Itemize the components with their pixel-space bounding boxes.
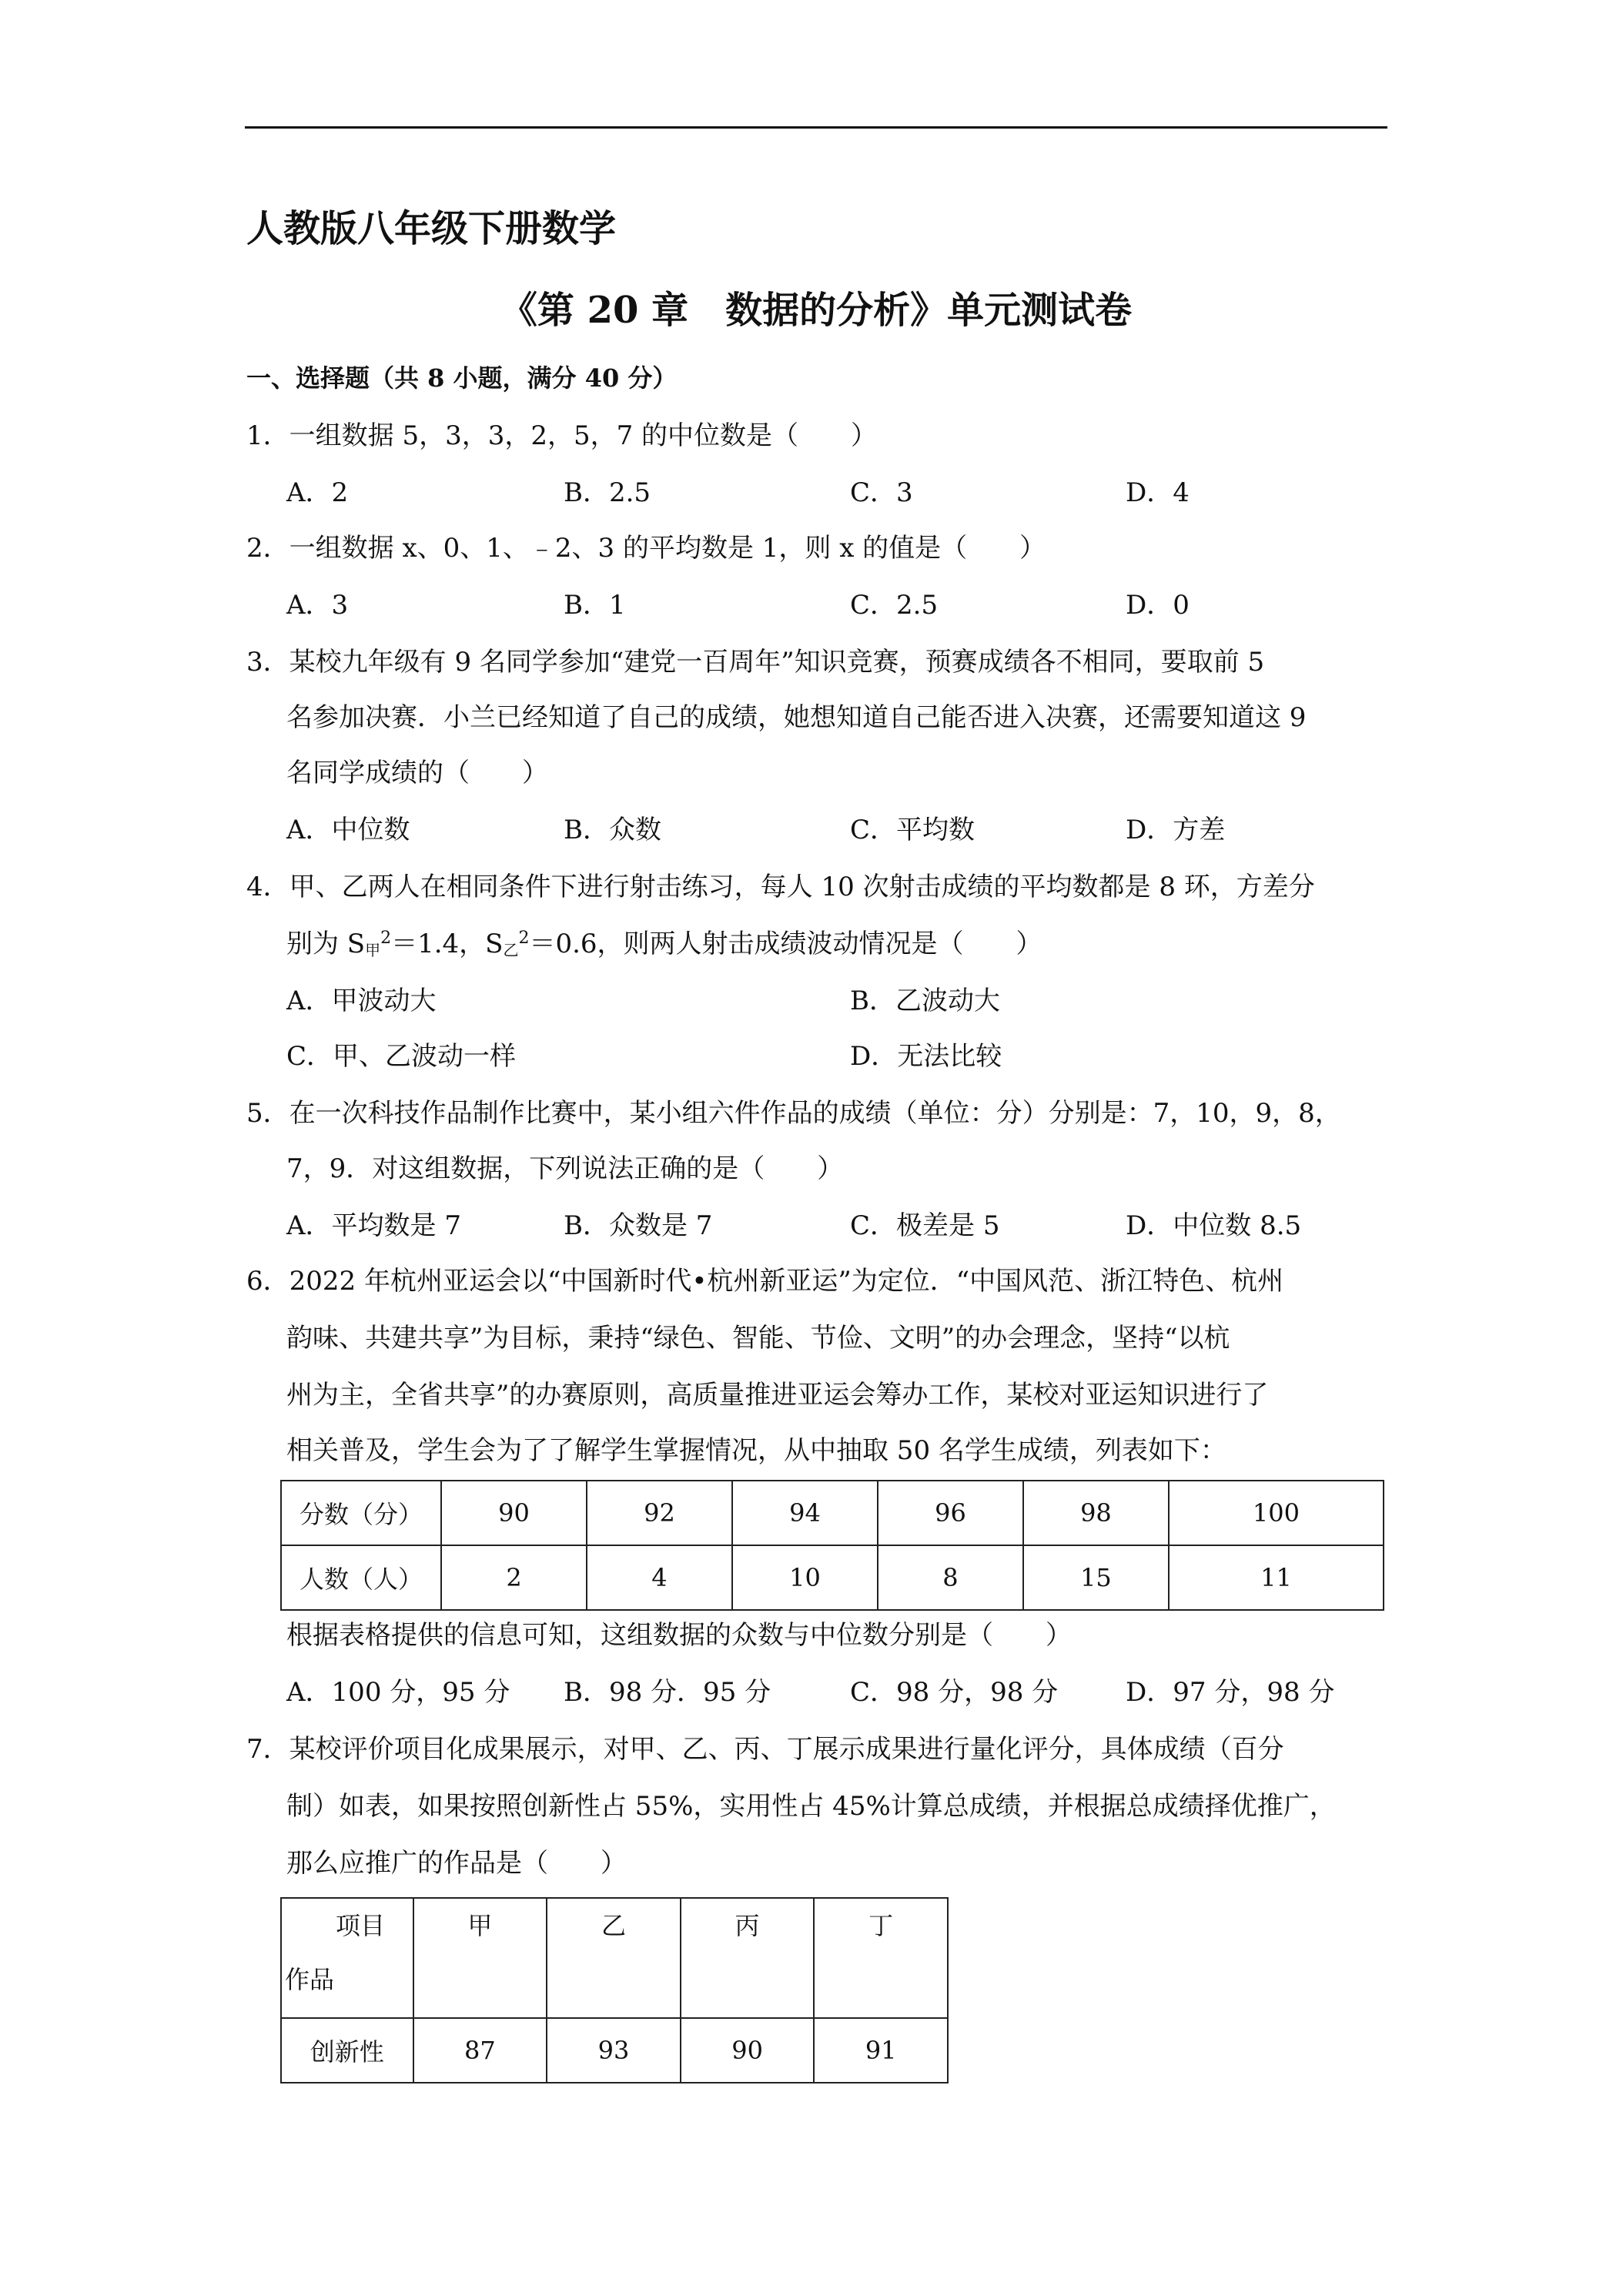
q6-line3: 州为主，全省共享”的办赛原则，高质量推进亚运会筹办工作，某校对亚运知识进行了 <box>286 1380 1269 1411</box>
q2-option-a: A．3 <box>286 590 349 621</box>
q5-option-a: A．平均数是 7 <box>286 1210 461 1241</box>
q3-option-c: C．平均数 <box>850 815 975 845</box>
q3-line2: 名参加决赛．小兰已经知道了自己的成绩，她想知道自己能否进入决赛，还需要知道这 9 <box>286 702 1307 733</box>
table-cell: 98 <box>1023 1481 1169 1545</box>
table-cell: 丁 <box>814 1898 948 2018</box>
q2-option-d: D．0 <box>1126 590 1190 621</box>
q6-option-d: D．97 分，98 分 <box>1126 1677 1335 1708</box>
q4-l2-mid: ＝1.4，S <box>391 929 504 959</box>
table-cell: 甲 <box>413 1898 547 2018</box>
section-heading: 一、选择题（共 8 小题，满分 40 分） <box>246 363 678 393</box>
q4-l2-pre: 别为 S <box>286 929 366 959</box>
q7-line1: 7．某校评价项目化成果展示，对甲、乙、丙、丁展示成果进行量化评分，具体成绩（百分 <box>246 1734 1284 1765</box>
q6-line4: 相关普及，学生会为了了解学生掌握情况，从中抽取 50 名学生成绩，列表如下： <box>286 1435 1226 1466</box>
q4-sub-jia: 甲 <box>365 941 381 959</box>
test-title: 《第 20 章 数据的分析》单元测试卷 <box>500 289 1133 332</box>
table-cell: 100 <box>1169 1481 1384 1545</box>
q2-stem: 2．一组数据 x、0、1、﹣2、3 的平均数是 1，则 x 的值是（ ） <box>246 533 1046 564</box>
q7-line3: 那么应推广的作品是（ ） <box>286 1848 627 1879</box>
q3-line1: 3．某校九年级有 9 名同学参加“建党一百周年”知识竞赛，预赛成绩各不相同，要取前 5 <box>246 647 1265 678</box>
q4-l2-post: ＝0.6，则两人射击成绩波动情况是（ ） <box>529 929 1042 959</box>
q1-stem: 1．一组数据 5，3，3，2，5，7 的中位数是（ ） <box>246 420 878 451</box>
q4-line1: 4．甲、乙两人在相同条件下进行射击练习，每人 10 次射击成绩的平均数都是 8 环，方差分 <box>246 872 1315 902</box>
table-cell: 94 <box>732 1481 878 1545</box>
score-table <box>280 1480 1384 1611</box>
q1-option-c: C．3 <box>850 477 913 508</box>
table-cell: 乙 <box>547 1898 681 2018</box>
table-cell: 创新性 <box>281 2018 413 2083</box>
q6-after-table: 根据表格提供的信息可知，这组数据的众数与中位数分别是（ ） <box>286 1620 1072 1651</box>
table-cell: 8 <box>878 1545 1023 1610</box>
q6-option-c: C．98 分，98 分 <box>850 1677 1059 1708</box>
q5-line2: 7，9．对这组数据，下列说法正确的是（ ） <box>286 1153 844 1184</box>
table-cell: 87 <box>413 2018 547 2083</box>
q5-option-d: D．中位数 8.5 <box>1126 1210 1302 1241</box>
q3-option-b: B．众数 <box>564 815 661 845</box>
table-cell: 2 <box>441 1545 587 1610</box>
q1-option-d: D．4 <box>1126 477 1190 508</box>
table-cell: 93 <box>547 2018 681 2083</box>
corner-bottom-label: 作品 <box>285 1965 335 1994</box>
q3-line3: 名同学成绩的（ ） <box>286 758 548 788</box>
corner-cell <box>281 1898 413 2018</box>
q1-option-b: B．2.5 <box>564 477 651 508</box>
table-cell: 10 <box>732 1545 878 1610</box>
q6-line2: 韵味、共建共享”为目标，秉持“绿色、智能、节俭、文明”的办会理念，坚持“以杭 <box>286 1323 1230 1354</box>
header-row <box>281 1898 948 2018</box>
corner-top-label: 项目 <box>336 1911 386 1940</box>
q6-option-a: A．100 分，95 分 <box>286 1677 510 1708</box>
q4-sup-1: 2 <box>380 929 392 948</box>
q4-option-b: B．乙波动大 <box>850 986 1000 1016</box>
table-cell: 96 <box>878 1481 1023 1545</box>
q3-option-a: A．中位数 <box>286 815 410 845</box>
q5-line1: 5．在一次科技作品制作比赛中，某小组六件作品的成绩（单位：分）分别是：7，10，9，8， <box>246 1098 1341 1129</box>
q4-line2 <box>286 922 1042 960</box>
table-cell: 人数（人） <box>281 1545 441 1610</box>
innovation-row <box>281 2018 948 2083</box>
table-cell: 92 <box>587 1481 732 1545</box>
table-cell: 90 <box>681 2018 815 2083</box>
table-cell: 丙 <box>681 1898 815 2018</box>
q4-option-c: C．甲、乙波动一样 <box>286 1041 517 1072</box>
q4-option-d: D．无法比较 <box>850 1041 1002 1072</box>
score-row <box>281 1481 1384 1545</box>
q4-sub-yi: 乙 <box>503 941 519 959</box>
count-row <box>281 1545 1384 1610</box>
table-cell: 4 <box>587 1545 732 1610</box>
table-cell: 11 <box>1169 1545 1384 1610</box>
q6-option-b: B．98 分．95 分 <box>564 1677 771 1708</box>
q3-option-d: D．方差 <box>1126 815 1226 845</box>
header-rule <box>245 126 1387 129</box>
q2-option-c: C．2.5 <box>850 590 939 621</box>
table-cell: 90 <box>441 1481 587 1545</box>
q2-option-b: B．1 <box>564 590 626 621</box>
q1-option-a: A．2 <box>286 477 349 508</box>
q4-sup-2: 2 <box>518 929 530 948</box>
q7-line2: 制）如表，如果按照创新性占 55%，实用性占 45%计算总成绩，并根据总成绩择优推广， <box>286 1791 1336 1822</box>
evaluation-table <box>280 1897 949 2083</box>
table-cell: 91 <box>814 2018 948 2083</box>
table-cell: 15 <box>1023 1545 1169 1610</box>
q6-line1: 6．2022 年杭州亚运会以“中国新时代•杭州新亚运”为定位．“中国风范、浙江特色、杭州 <box>246 1266 1284 1297</box>
table-cell: 分数（分） <box>281 1481 441 1545</box>
q5-option-c: C．极差是 5 <box>850 1210 1000 1241</box>
textbook-title: 人教版八年级下册数学 <box>246 207 617 250</box>
q4-option-a: A．甲波动大 <box>286 986 437 1016</box>
q5-option-b: B．众数是 7 <box>564 1210 713 1241</box>
